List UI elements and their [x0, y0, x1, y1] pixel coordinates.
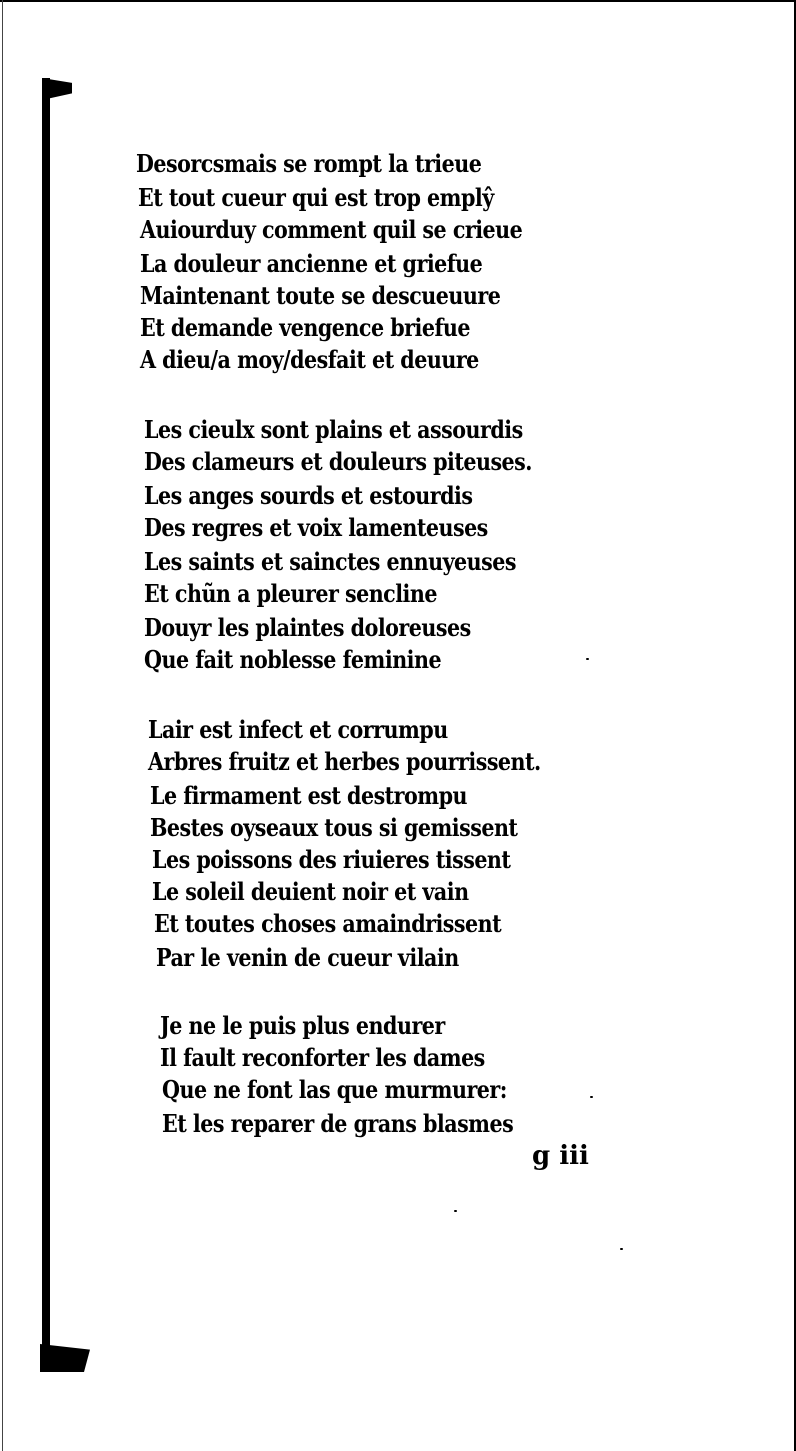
gutter-bottom-hook	[40, 1344, 90, 1372]
verse-line: Desorcsmais se rompt la trieue	[136, 149, 482, 178]
signature-mark: g iii	[532, 1141, 589, 1171]
verse-line: Les anges sourds et estourdis	[144, 481, 473, 510]
ink-speck	[454, 1210, 457, 1212]
verse-line: Que fait noblesse feminine	[144, 645, 442, 674]
verse-line: La douleur ancienne et griefue	[140, 249, 483, 278]
verse-line: Les cieulx sont plains et assourdis	[144, 415, 523, 444]
ink-speck	[586, 658, 589, 660]
verse-line: Les poissons des riuieres tissent	[152, 845, 511, 874]
verse-line: Il fault reconforter les dames	[160, 1043, 485, 1072]
page-top-edge	[0, 0, 796, 2]
verse-line: Des regres et voix lamenteuses	[144, 513, 488, 542]
verse-line: Et les reparer de grans blasmes	[162, 1109, 514, 1138]
verse-line: Et toutes choses amaindrissent	[154, 909, 502, 938]
verse-line: A dieu/a moy/desfait et deuure	[140, 345, 479, 374]
verse-line: Maintenant toute se descueuure	[140, 281, 501, 310]
verse-line: Je ne le puis plus endurer	[160, 1011, 445, 1040]
gutter-binding-shadow	[42, 78, 50, 1368]
verse-line: Que ne font las que murmurer:	[162, 1075, 507, 1104]
ink-speck	[590, 1096, 593, 1098]
verse-line: Et tout cueur qui est trop emplŷ	[138, 183, 494, 212]
verse-line: Bestes oyseaux tous si gemissent	[150, 813, 518, 842]
verse-line: Douyr les plaintes doloreuses	[144, 613, 471, 642]
verse-line: Des clameurs et douleurs piteuses.	[144, 447, 532, 476]
page-left-edge	[2, 0, 3, 1451]
verse-line: Et chũn a pleurer sencline	[144, 579, 437, 608]
verse-line: Le soleil deuient noir et vain	[152, 877, 469, 906]
verse-line: Et demande vengence briefue	[140, 313, 470, 342]
ink-speck	[620, 1248, 623, 1250]
verse-line: Le firmament est destrompu	[150, 781, 468, 810]
verse-line: Auiourduy comment quil se crieue	[140, 215, 523, 244]
verse-line: Arbres fruitz et herbes pourrissent.	[148, 747, 541, 776]
verse-line: Lair est infect et corrumpu	[148, 715, 448, 744]
verse-line: Par le venin de cueur vilain	[156, 943, 459, 972]
gutter-top-hook	[42, 78, 72, 100]
verse-line: Les saints et sainctes ennuyeuses	[144, 547, 516, 576]
